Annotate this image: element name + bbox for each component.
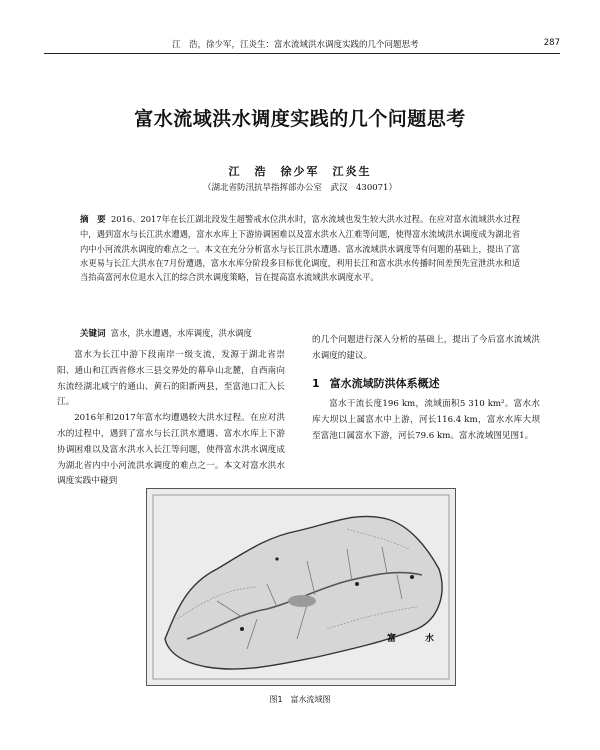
affiliation: （湖北省防汛抗旱指挥部办公室 武汉 430071） [203,183,397,193]
section-title: 富水流域防洪体系概述 [329,376,440,390]
body-paragraph: 富水为长江中游下段南岸一级支流，发源于湖北省崇阳、通山和江西省修水三县交界处的幕阜山北麓，自西南向东流经湖北咸宁的通山、黄石的阳新两县，至富池口汇入长江。 [57,350,285,408]
basin-map-graphic [147,489,455,685]
header-rule [44,53,560,54]
keywords-label: 关键词 [80,329,106,339]
body-paragraph: 富水干流长度196 km，流域面积5 310 km²。富水水库大坝以上属富水中上游，河长116.4 km，富水水库大坝至富池口属富水下游，河长79.6 km。富水流域图见图1。 [312,399,540,441]
running-head: 江 浩，徐少军，江炎生：富水流域洪水调度实践的几个问题思考 [172,40,419,50]
body-paragraph: 的几个问题进行深入分析的基础上，提出了今后富水流域洪水调度的建议。 [312,335,540,361]
left-column [57,348,285,490]
abstract-text: 2016、2017年在长江湖北段发生超警戒水位洪水时，富水流域也发生较大洪水过程。在应对富水流域洪水过程中，遇到富水与长江洪水遭遇，富水水库上下游协调困难以及富水洪水入江难等问题，使得富水流域洪水调度成为湖北省内中小河流洪水调度的难点之一。本文在充分分析富水与长江洪水遭遇、富水流域洪水调度等有问题的基础上，提出了富水更易与长江大洪水在7月份遭遇，富水水库分阶段多目标优化调度，利用长江和富水洪水传播时间差预先宣泄洪水和适当抬高富河水位退水入江的综合洪水调度策略，旨在提高富水流域洪水调度水平。 [80,214,520,283]
keywords-text: 富水，洪水遭遇，水库调度，洪水调度 [110,328,252,338]
running-header [44,38,560,56]
article-title: 富水流域洪水调度实践的几个问题思考 [134,108,466,130]
figure-caption: 图1 富水流域图 [269,695,331,704]
section-heading [312,376,540,392]
map-label: 富 水 [387,634,445,644]
author-list: 江 浩 徐少军 江炎生 [228,165,372,178]
abstract-label: 摘 要 [80,215,106,225]
basin-map-figure [146,488,456,686]
page-number: 287 [543,38,560,48]
abstract-block [80,212,520,284]
right-column [312,333,540,445]
body-paragraph: 2016年和2017年富水均遭遇较大洪水过程。在应对洪水的过程中，遇到了富水与长江洪水遭遇、富水水库上下游协调困难以及富水洪水入长江等问题，使得富水洪水调度成为湖北省内中小河流洪水调度的难点之一。本文对富水洪水调度实践中碰到 [57,413,285,487]
section-number: 1 [312,376,320,390]
